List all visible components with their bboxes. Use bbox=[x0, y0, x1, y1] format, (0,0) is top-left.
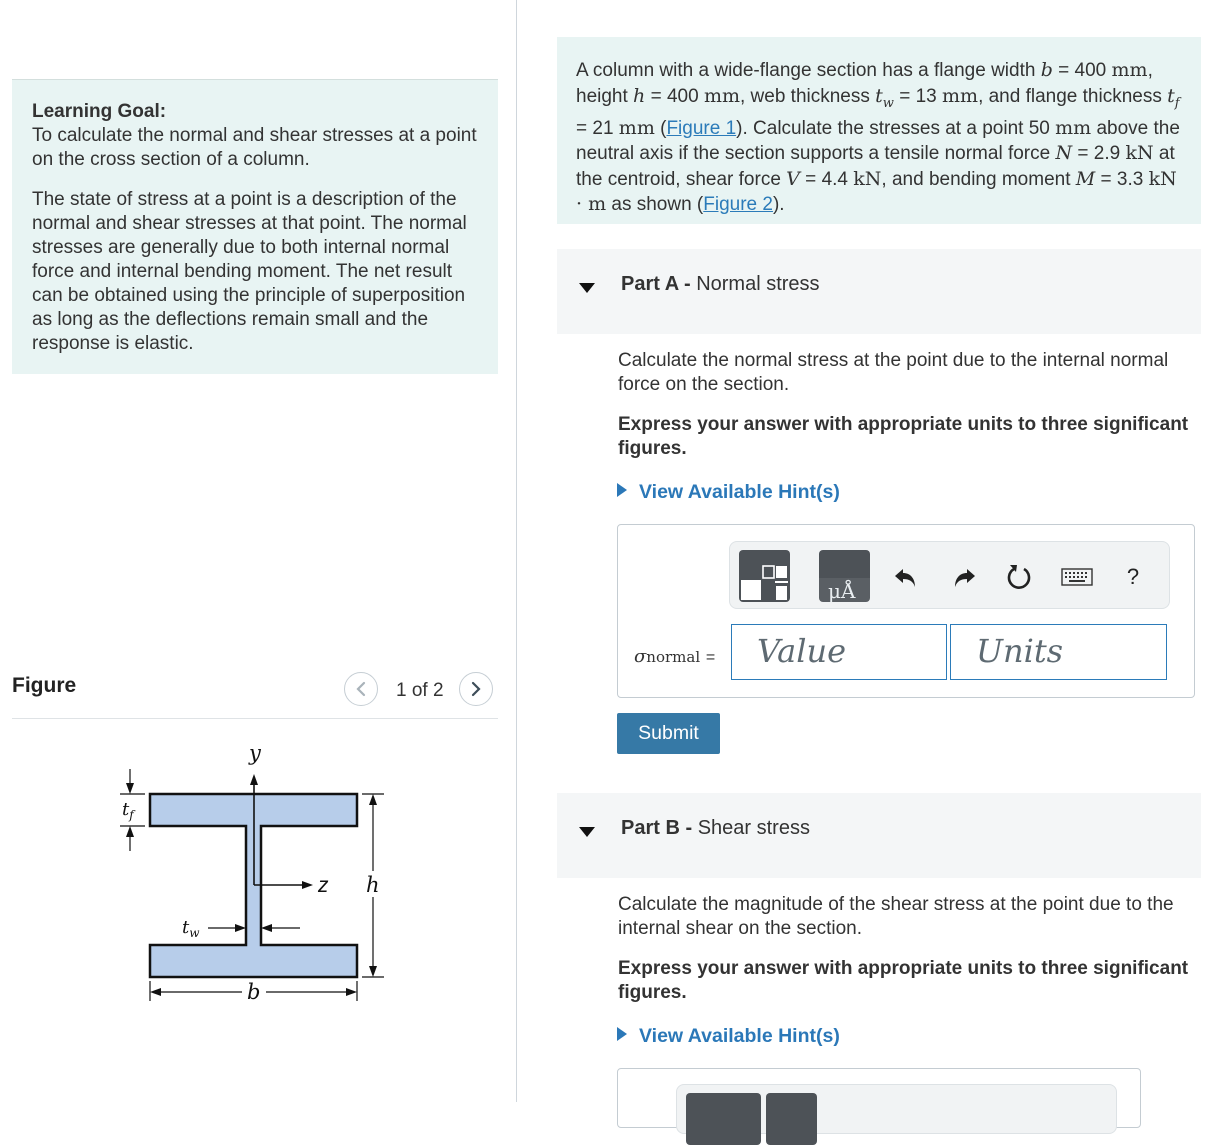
caret-right-icon bbox=[617, 1027, 627, 1041]
left-panel bbox=[0, 0, 516, 1102]
part-a-title: Normal stress bbox=[696, 273, 820, 295]
part-a-hint-link[interactable]: View Available Hint(s) bbox=[617, 481, 840, 504]
z-axis-label: z bbox=[318, 874, 329, 897]
submit-button[interactable]: Submit bbox=[617, 713, 720, 754]
chevron-right-icon bbox=[469, 681, 483, 697]
part-b-answer-box bbox=[617, 1068, 1141, 1128]
problem-statement: A column with a wide-flange section has a flange width b = 400 mm, height h = 400 mm, web thickness $t_w = 13$ mm, and flange thickness $t_f = 21$ mm (Figure 1). Calculate the stresses at a point 50 mm above the neutral axis if the section supports a tensile normal force N = 2.9 kN at the centroid, shear force V = 4.4 kN, and bending moment M = 3.3 kN · m as shown (Figure 2). bbox=[557, 37, 1201, 224]
part-a-instructions: Express your answer with appropriate units to three significant figures. bbox=[618, 414, 1189, 459]
sigma-normal-label: σnormal = bbox=[634, 646, 716, 667]
part-a-body bbox=[618, 349, 1198, 461]
undo-icon bbox=[893, 565, 919, 589]
part-b-hint-link[interactable]: View Available Hint(s) bbox=[617, 1025, 840, 1048]
redo-button[interactable] bbox=[949, 562, 979, 592]
units-button[interactable] bbox=[766, 1093, 817, 1145]
undo-button[interactable] bbox=[891, 562, 921, 592]
figure-next-button[interactable] bbox=[459, 672, 493, 706]
part-a-label: Part A - bbox=[621, 273, 691, 295]
part-b-body bbox=[618, 893, 1198, 1005]
figure-1-link[interactable]: Figure 1 bbox=[666, 117, 737, 139]
value-input[interactable]: Value bbox=[731, 624, 947, 680]
templates-button[interactable] bbox=[686, 1093, 761, 1145]
units-button[interactable] bbox=[819, 550, 870, 602]
figure-2-link[interactable]: Figure 2 bbox=[703, 194, 773, 216]
part-a-question: Calculate the normal stress at the point due to the internal normal force on the section. bbox=[618, 350, 1169, 395]
figure-prev-button[interactable] bbox=[344, 672, 378, 706]
part-b-title: Shear stress bbox=[697, 817, 810, 839]
math-toolbar bbox=[676, 1084, 1117, 1134]
keyboard-icon bbox=[1061, 567, 1093, 587]
tw-label: $t_w$ bbox=[182, 917, 200, 940]
right-panel bbox=[517, 0, 1232, 1102]
part-b-header[interactable] bbox=[557, 793, 1201, 878]
caret-down-icon bbox=[579, 283, 595, 293]
keyboard-button[interactable] bbox=[1061, 562, 1093, 592]
units-input[interactable]: Units bbox=[950, 624, 1167, 680]
templates-button[interactable] bbox=[739, 550, 790, 602]
learning-goal-box bbox=[12, 79, 498, 374]
b-dimension-label: b bbox=[247, 980, 261, 1004]
part-a-answer-box bbox=[617, 524, 1195, 698]
chevron-left-icon bbox=[354, 681, 368, 697]
part-b-label: Part B - bbox=[621, 817, 693, 839]
part-a-header[interactable] bbox=[557, 249, 1201, 334]
learning-goal-text: To calculate the normal and shear stresses at a point on the cross section of a column. bbox=[32, 125, 477, 170]
tf-label: $t_f$ bbox=[122, 799, 134, 822]
wide-flange-section-figure bbox=[100, 735, 400, 1015]
figure-counter: 1 of 2 bbox=[396, 680, 444, 701]
svg-text:μÅ: μÅ bbox=[828, 579, 856, 602]
figure-header bbox=[12, 664, 498, 719]
help-button[interactable] bbox=[1118, 562, 1148, 592]
figure-title: Figure bbox=[12, 674, 77, 697]
math-toolbar bbox=[729, 541, 1170, 609]
caret-right-icon bbox=[617, 483, 627, 497]
help-icon: ? bbox=[1126, 564, 1140, 589]
redo-icon bbox=[951, 565, 977, 589]
units-icon bbox=[819, 550, 870, 602]
reset-icon bbox=[1005, 563, 1033, 591]
learning-goal-paragraph: The state of stress at a point is a description of the normal and shear stresses at that point. The normal stresses are generally due to both internal normal force and internal bending moment. The net result can be obtained using the principle of superposition as long as the deflections remain small and the response is elastic. bbox=[32, 189, 467, 354]
part-b-question: Calculate the magnitude of the shear stress at the point due to the internal shear on the section. bbox=[618, 894, 1174, 939]
caret-down-icon bbox=[579, 827, 595, 837]
y-axis-label: y bbox=[249, 741, 261, 765]
h-dimension-label: h bbox=[366, 873, 380, 897]
learning-goal-title: Learning Goal: bbox=[32, 101, 167, 122]
templates-icon bbox=[739, 550, 790, 602]
reset-button[interactable] bbox=[1004, 562, 1034, 592]
part-b-instructions: Express your answer with appropriate units to three significant figures. bbox=[618, 958, 1189, 1003]
